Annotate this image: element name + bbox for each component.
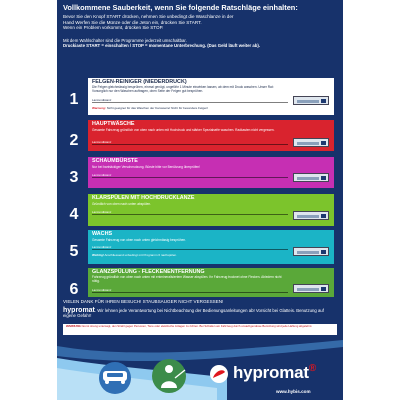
- footer-thanks: VIELEN DANK FÜR IHREN BESUCH! STAUBSAUGER NICHT VERGESSEN!: [63, 299, 224, 304]
- intro-line: Wenn ein Problem vorkommt, drücken Sie STOP.: [63, 25, 164, 31]
- step-4-panel: [88, 194, 334, 226]
- step-5-title: WACHS: [92, 231, 113, 237]
- step-1-title: FELGEN-REINIGER (NIEDERDRUCK): [92, 79, 187, 85]
- car-icon: [99, 362, 131, 394]
- nozzle-pictogram: [293, 284, 329, 293]
- step-2-title: HAUPTWÄSCHE: [92, 121, 135, 127]
- nozzle-pictogram: [293, 138, 329, 147]
- step-5-text: Gesamte Fahrzeug von oben nach unten gleichmässig besprühen.: [92, 238, 187, 242]
- warning-label: WARNUNG:: [66, 324, 82, 328]
- intro-text: [63, 14, 337, 31]
- step-1-warning: Warnung: Nicht geeignet für das Waschen der Karosserie! Nicht für besondere Felgen!: [92, 106, 209, 110]
- footer-brand: hypromat: [63, 307, 95, 314]
- step-2-number: 2: [69, 132, 79, 149]
- step-4-line-label: Lanzendistanz: [92, 210, 112, 214]
- step-3-title: SCHAUMBÜRSTE: [92, 158, 138, 164]
- step-1-line: [92, 102, 288, 103]
- step-4-title: KLARSPÜLEN MIT HOCHDRUCKLANZE: [92, 195, 195, 201]
- step-3-line: [92, 177, 288, 178]
- nozzle-pictogram: [293, 96, 329, 105]
- warning-box: [63, 324, 337, 335]
- step-1-text: Die Felgen gleichmässig besprühen, einmal genügt, ungefähr 1 Minute einwirken lassen, ab dem mit Druck waschen. Unser Rat: Vorsorglich nur den Waschen auftragen, oben Seite der Felgen gut besprühen.: [92, 85, 274, 93]
- step-5-warning: Wichtig! Anschliessend unbedingt mit Programm 6 nachspülen.: [92, 253, 178, 257]
- mode-line-2: Druckiaste START = einschalten / STOP = momentane Unterbrechung. (Das Geld läuft weiter ab).: [63, 43, 260, 49]
- nozzle-pictogram: [293, 211, 329, 220]
- step-2-panel: [88, 120, 334, 151]
- step-3-line-label: Lanzendistanz: [92, 173, 112, 177]
- mode-line-1: Mit dem Wahlschalter sind die Programme jederzeit umschaltbar.: [63, 38, 187, 43]
- step-3-panel: [88, 157, 334, 188]
- hypromat-logo: hypromat®: [233, 363, 317, 382]
- mode-text: [63, 38, 337, 48]
- poster-title: Vollkommene Sauberkeit, wenn Sie folgende Ratschläge einhalten:: [63, 3, 298, 12]
- step-6-title: GLANZSPÜLUNG - FLECKENENTFERNUNG: [92, 269, 205, 275]
- step-4-line: [92, 214, 288, 215]
- step-4-text: Gründlich von oben nach unten abspülen.: [92, 202, 152, 206]
- step-6-line-label: Lanzendistanz: [92, 288, 112, 292]
- nozzle-pictogram: [293, 247, 329, 256]
- step-2-text: Gesamte Fahrzeug gründlich von oben nach unten mit Hochdruck und stärker Spezialseife waschen. Radkasten nicht vergessen.: [92, 128, 275, 132]
- person-icon: [152, 359, 186, 393]
- step-4-number: 4: [69, 206, 79, 223]
- step-6-text: Fahrzeug gründlich von oben nach unten mit entmineralisiertem Wasser abspülen. Ihr Fahrzeug trocknet ohne Flecken. Abledern nicht nötig.: [92, 275, 282, 283]
- step-1-panel: [88, 78, 334, 115]
- intro-line: Bevor Sie den Knopf START drücken, nehmen Sie unbedingt die Waschlanze in der: [63, 14, 234, 19]
- footer-liability: [63, 308, 337, 318]
- brand-footer: [57, 338, 343, 400]
- step-2-line-label: Lanzendistanz: [92, 140, 112, 144]
- footer-liability-text: . Wir lehnen jede Verantwortung bei Nichtbeachtung der Bedienungsanleitungen ab! Vorsicht bei Glatteis. Benutzung auf eigene Gefahr!: [63, 308, 324, 319]
- step-5-line-label: Lanzendistanz: [92, 245, 112, 249]
- instruction-poster: [57, 0, 343, 400]
- step-3-text: Nur bei hartnäckiger Verschmutzung. Bürste bitte vor Benützung überprüfen!: [92, 165, 201, 169]
- warning-text: Es ist streng untersagt, den Strahl gegen Personen, Tiere oder elektrische Anlagen zu richten. Bei Schäden am Fahrzeug durch unsachgemässe Benützung wird jede Haftung abgelehnt.: [82, 324, 313, 328]
- step-5-number: 5: [69, 243, 79, 260]
- step-2-line: [92, 144, 288, 145]
- intro-line: Hand Werfen Sie die Münze oder die Jeton ein, drücken Sie START.: [63, 19, 202, 25]
- step-5-panel: [88, 230, 334, 264]
- step-6-panel: [88, 268, 334, 297]
- step-5-line: [92, 249, 288, 250]
- website-url: www.hybis.com: [276, 389, 311, 394]
- step-3-number: 3: [69, 169, 79, 186]
- nozzle-pictogram: [293, 173, 329, 182]
- step-6-number: 6: [69, 281, 79, 298]
- step-6-line: [92, 292, 288, 293]
- step-1-number: 1: [69, 91, 79, 108]
- step-1-line-label: Lanzendistanz: [92, 98, 112, 102]
- hypromat-logo-mark: [210, 365, 228, 383]
